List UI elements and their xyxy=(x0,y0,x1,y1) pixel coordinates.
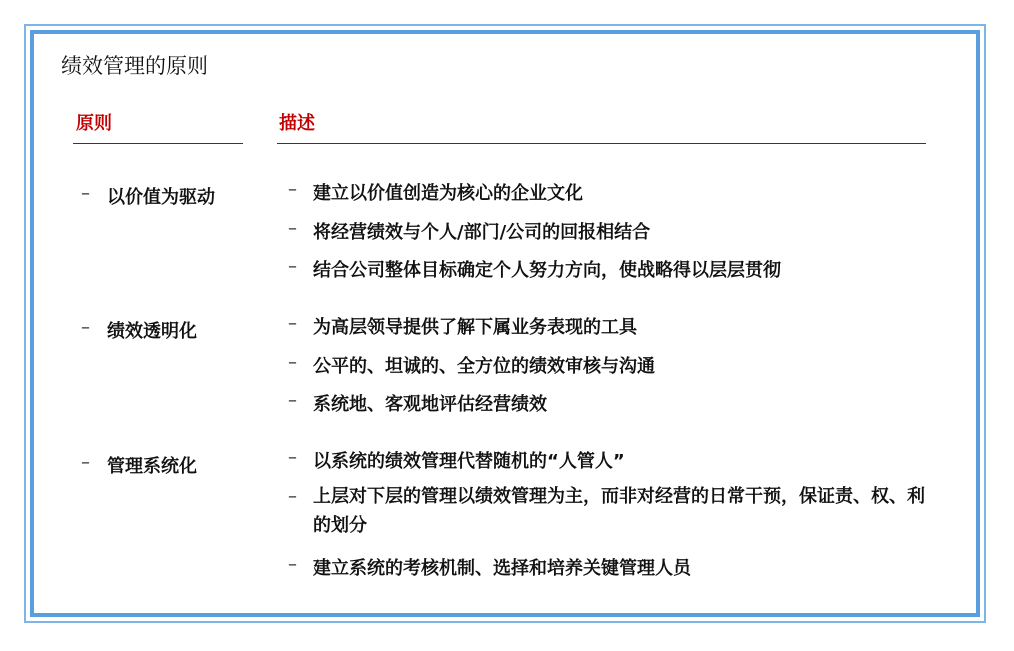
bullet-dash: – xyxy=(288,256,297,277)
bullet-dash: – xyxy=(288,218,297,239)
description-item: 为高层领导提供了解下属业务表现的工具 xyxy=(313,317,637,338)
principle-header-divider xyxy=(73,143,243,144)
principle-label: 绩效透明化 xyxy=(107,321,197,342)
bullet-dash: – xyxy=(288,179,297,200)
description-column-header: 描述 xyxy=(279,113,315,134)
principle-column-header: 原则 xyxy=(76,113,112,134)
description-item: 系统地、客观地评估经营绩效 xyxy=(313,394,547,415)
bullet-dash: – xyxy=(81,452,90,473)
description-item: 公平的、坦诚的、全方位的绩效审核与沟通 xyxy=(313,356,655,377)
bullet-dash: – xyxy=(288,486,297,507)
principle-label: 管理系统化 xyxy=(107,456,197,477)
description-item: 以系统的绩效管理代替随机的“人管人” xyxy=(313,451,625,472)
description-item: 上层对下层的管理以绩效管理为主，而非对经营的日常干预，保证责、权、利的划分 xyxy=(313,486,925,536)
page-title: 绩效管理的原则 xyxy=(61,54,208,78)
bullet-dash: – xyxy=(81,183,90,204)
description-item: 建立系统的考核机制、选择和培养关键管理人员 xyxy=(313,558,691,579)
bullet-dash: – xyxy=(288,352,297,373)
principle-label: 以价值为驱动 xyxy=(107,187,215,208)
bullet-dash: – xyxy=(288,313,297,334)
bullet-dash: – xyxy=(288,447,297,468)
bullet-dash: – xyxy=(288,554,297,575)
description-header-divider xyxy=(277,143,926,144)
bullet-dash: – xyxy=(81,317,90,338)
bullet-dash: – xyxy=(288,390,297,411)
description-item: 结合公司整体目标确定个人努力方向，使战略得以层层贯彻 xyxy=(313,260,781,281)
description-item: 将经营绩效与个人/部门/公司的回报相结合 xyxy=(313,222,651,243)
description-item: 建立以价值创造为核心的企业文化 xyxy=(313,183,583,204)
